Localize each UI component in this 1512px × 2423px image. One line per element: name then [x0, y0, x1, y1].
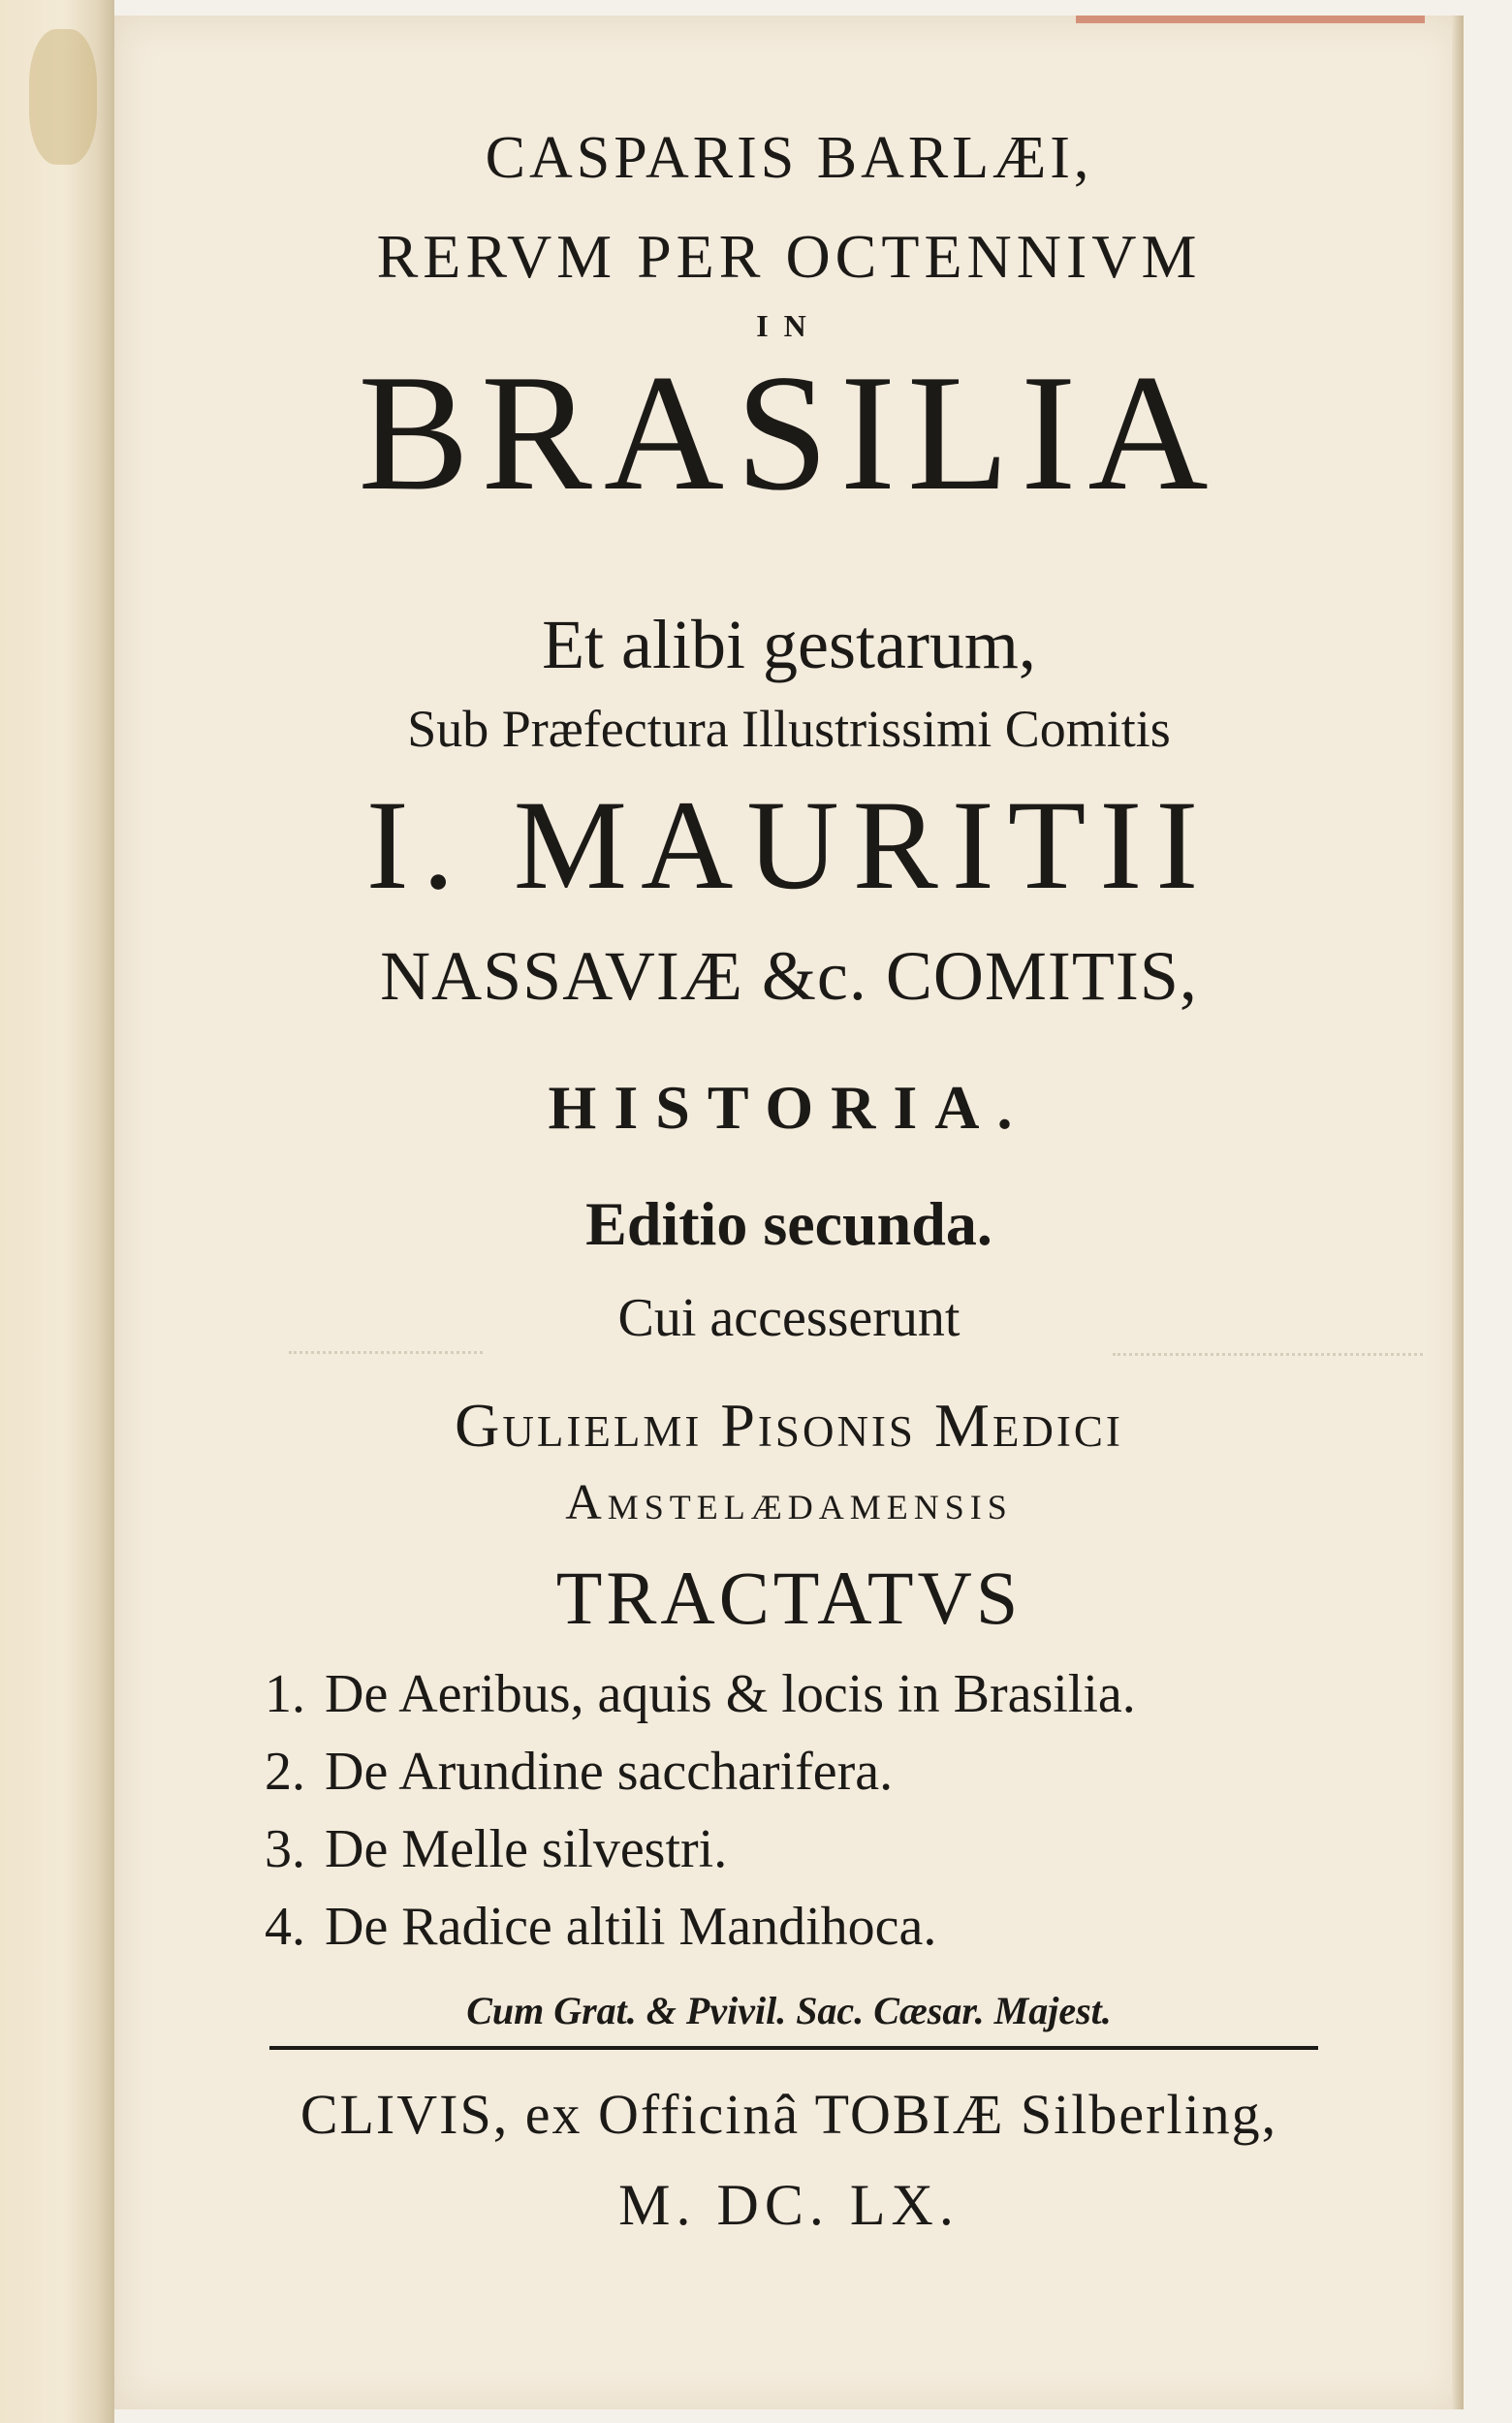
subtitle-line: RERVM PER OCTENNIVM — [376, 222, 1202, 291]
gulielmi-line: Gulielmi Pisonis Medici — [455, 1391, 1123, 1460]
mauritii-line: I. MAURITII — [365, 773, 1213, 916]
red-edge-mark — [1076, 16, 1425, 23]
item-number: 4. — [265, 1897, 305, 1957]
historia-line: HISTORIA. — [548, 1073, 1030, 1142]
tractatus-line: TRACTATVS — [555, 1556, 1023, 1640]
editio-line: Editio secunda. — [585, 1189, 992, 1258]
accesserunt-line: Cui accesserunt — [617, 1288, 961, 1348]
item-number: 3. — [265, 1819, 305, 1879]
item-text: De Radice altili Mandihoca. — [325, 1897, 937, 1957]
nassaviae-line: NASSAVIÆ &c. COMITIS, — [380, 937, 1198, 1015]
amstelaedamensis-line: Amstelædamensis — [565, 1475, 1013, 1530]
year-line: M. DC. LX. — [618, 2173, 960, 2237]
paper-stain — [29, 29, 97, 165]
treatise-item — [265, 1818, 727, 1880]
treatise-item — [265, 1896, 936, 1958]
author-line: CASPARIS BARLÆI, — [485, 125, 1093, 191]
book-left-edge — [0, 0, 114, 2423]
imprint-line: CLIVIS, ex Officinâ TOBIÆ Silberling, — [299, 2083, 1278, 2146]
privilege-line: Cum Grat. & Pvivil. Sac. Cæsar. Majest. — [466, 1989, 1112, 2032]
title-page — [114, 16, 1464, 2409]
item-text: De Aeribus, aquis & locis in Brasilia. — [325, 1664, 1136, 1724]
item-text: De Arundine saccharifera. — [325, 1742, 894, 1802]
item-number: 2. — [265, 1742, 305, 1802]
item-number: 1. — [265, 1664, 305, 1724]
in-line: IN — [756, 308, 822, 343]
gestarum-line: Et alibi gestarum, — [542, 606, 1036, 683]
treatise-item — [265, 1663, 1136, 1725]
praefectura-line: Sub Præfectura Illustrissimi Comitis — [407, 700, 1171, 758]
treatise-item — [265, 1741, 893, 1803]
main-title: BRASILIA — [358, 341, 1220, 525]
horizontal-rule — [269, 2046, 1318, 2050]
item-text: De Melle silvestri. — [325, 1819, 728, 1879]
